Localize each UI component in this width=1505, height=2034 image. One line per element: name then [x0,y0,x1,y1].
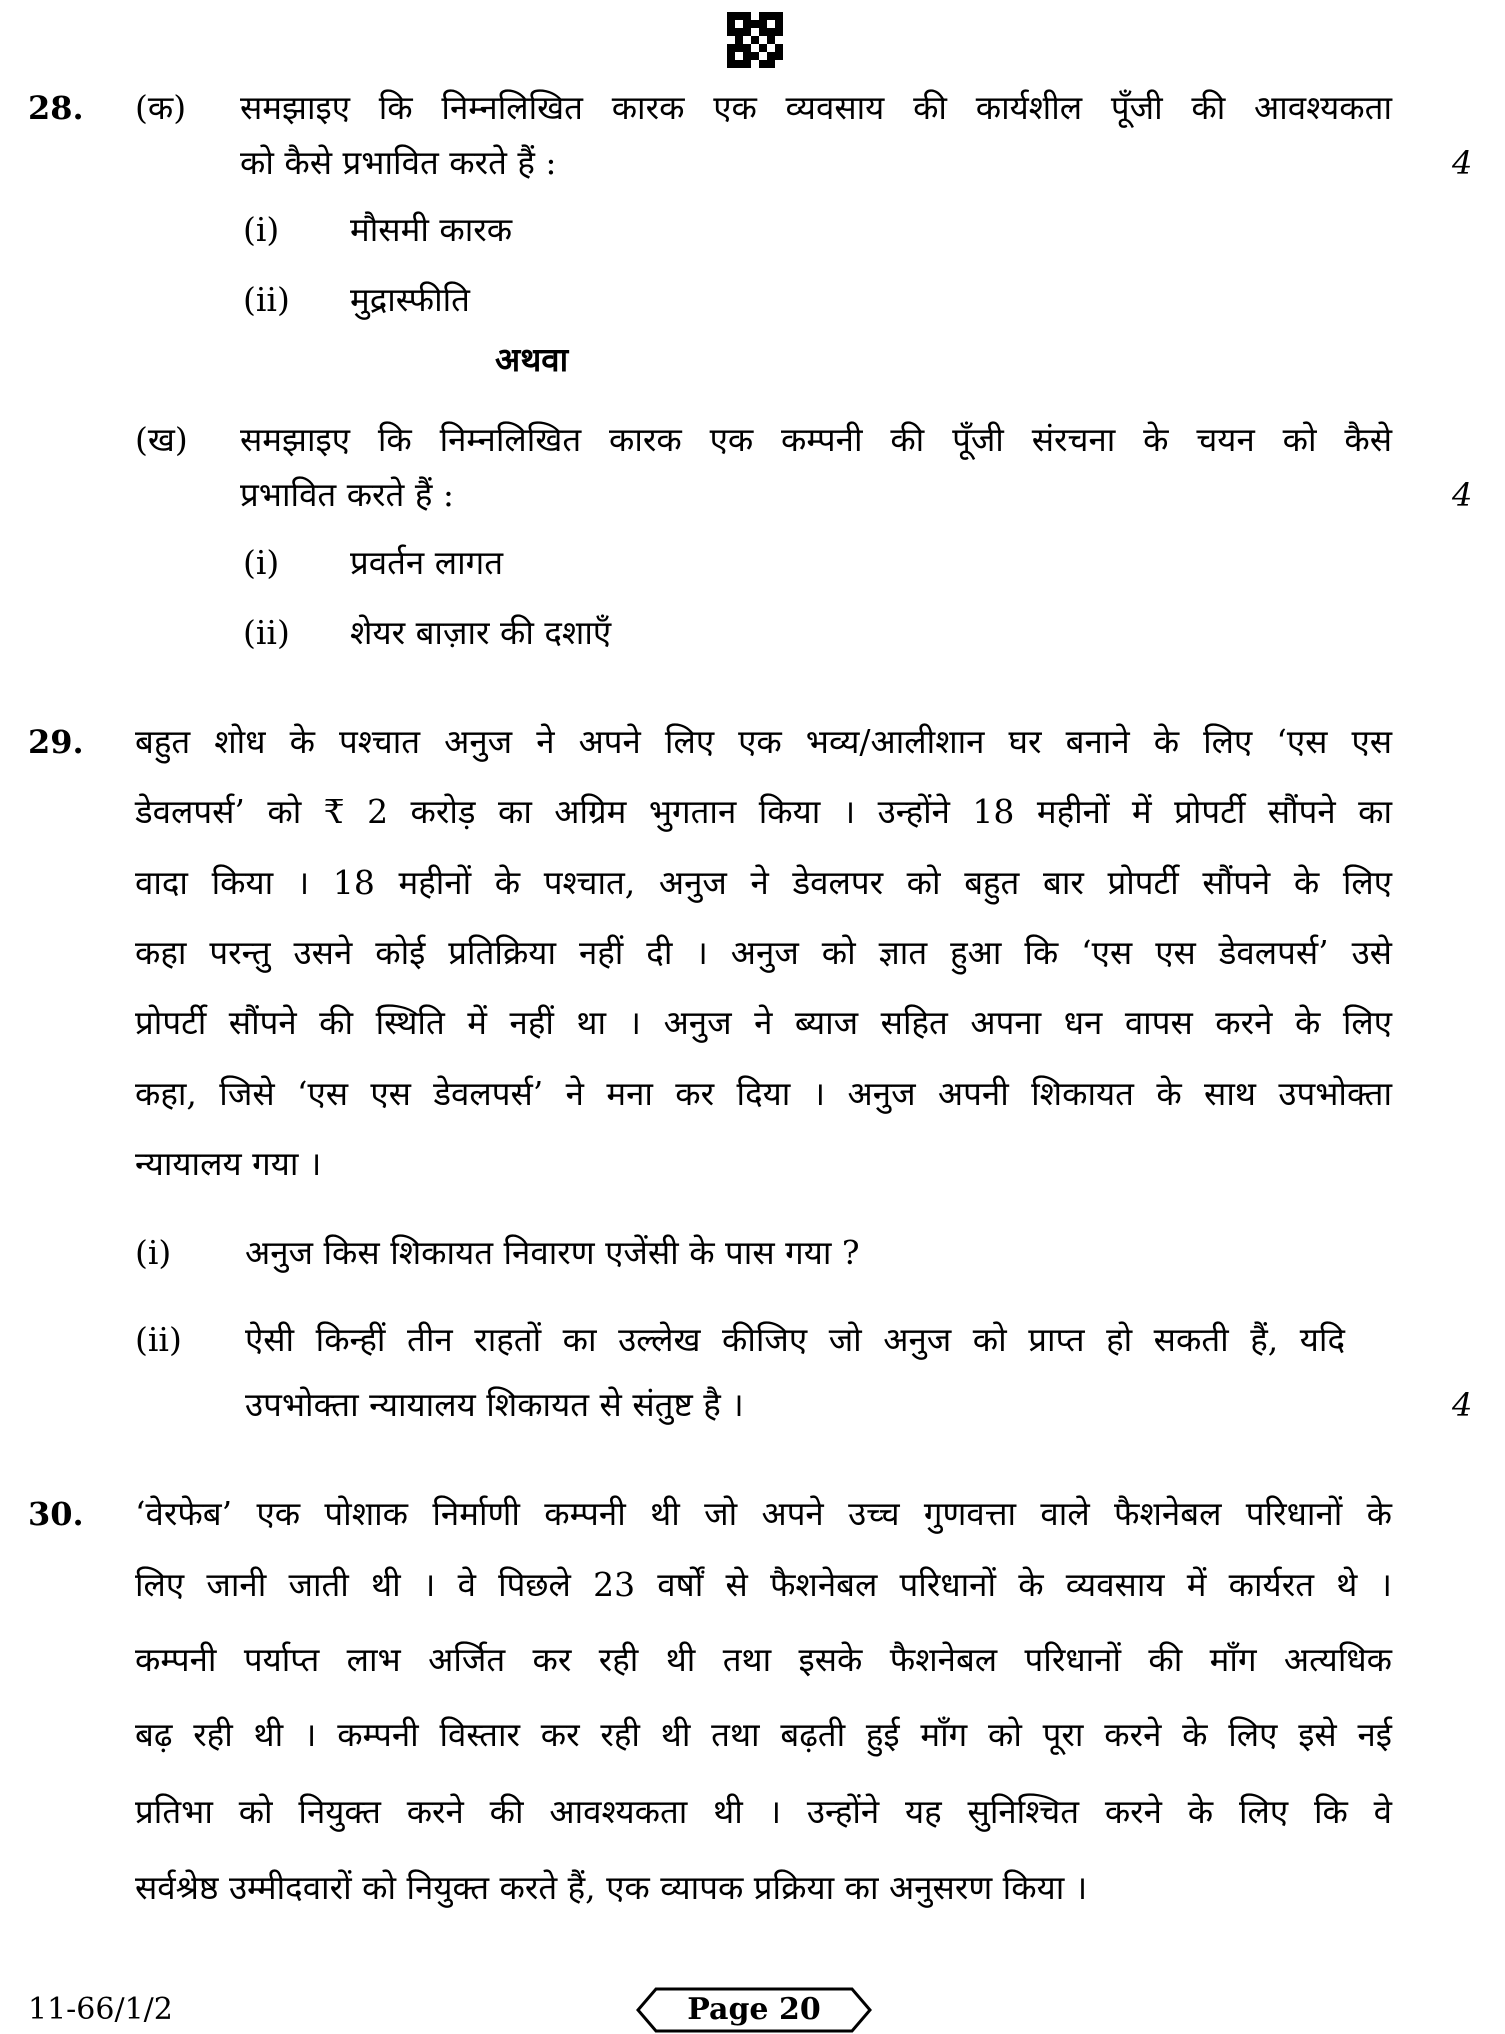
item-number: (ii) [243,613,290,652]
item-text: उपभोक्ता न्यायालय शिकायत से संतुष्ट है । [245,1385,744,1424]
question-number: 29. [28,723,84,761]
qr-code [727,12,783,68]
item-text: मुद्रास्फीति [350,280,470,319]
marks: 4 [1452,476,1473,514]
question-text-line: वादा किया । 18 महीनों के पश्चात, अनुज ने डेवलपर को बहुत बार प्रोपर्टी सौंपने के लिए [135,863,1392,902]
question-text-line: प्रोपर्टी सौंपने की स्थिति में नहीं था । अनुज ने ब्याज सहित अपना धन वापस करने के लिए [135,1003,1392,1042]
marks: 4 [1452,144,1473,182]
question-text-line: प्रतिभा को नियुक्त करने की आवश्यकता थी । उन्होंने यह सुनिश्चित करने के लिए कि वे [135,1792,1392,1831]
question-text-line: सर्वश्रेष्ठ उम्मीदवारों को नियुक्त करते हैं, एक व्यापक प्रक्रिया का अनुसरण किया । [135,1868,1088,1907]
item-text: मौसमी कारक [350,210,513,249]
part-label: (क) [135,88,187,127]
item-text: अनुज किस शिकायत निवारण एजेंसी के पास गया ? [245,1233,860,1272]
question-text-line: समझाइए कि निम्नलिखित कारक एक व्यवसाय की कार्यशील पूँजी की आवश्यकता [240,88,1392,127]
question-text-line: को कैसे प्रभावित करते हैं : [240,143,557,182]
question-text-line: समझाइए कि निम्नलिखित कारक एक कम्पनी की पूँजी संरचना के चयन को कैसे [240,420,1392,459]
item-number: (i) [243,543,280,582]
question-text-line: न्यायालय गया । [135,1144,322,1183]
question-text-line: प्रभावित करते हैं : [240,475,454,514]
page-number: Page 20 [687,1992,821,2027]
question-text-line: बढ़ रही थी । कम्पनी विस्तार कर रही थी तथा बढ़ती हुई माँग को पूरा करने के लिए इसे नई [135,1715,1392,1754]
question-text-line: कम्पनी पर्याप्त लाभ अर्जित कर रही थी तथा इसके फैशनेबल परिधानों की माँग अत्यधिक [135,1640,1392,1679]
item-number: (i) [135,1233,172,1272]
part-label: (ख) [135,420,188,459]
item-number: (i) [243,210,280,249]
question-text-line: डेवलपर्स’ को ₹ 2 करोड़ का अग्रिम भुगतान किया । उन्होंने 18 महीनों में प्रोपर्टी सौंपने का [135,792,1392,831]
question-text-line: बहुत शोध के पश्चात अनुज ने अपने लिए एक भव्य/आलीशान घर बनाने के लिए ‘एस एस [135,722,1392,761]
question-text-line: कहा, जिसे ‘एस एस डेवलपर्स’ ने मना कर दिया । अनुज अपनी शिकायत के साथ उपभोक्ता [135,1074,1392,1113]
item-text: शेयर बाज़ार की दशाएँ [350,613,612,652]
question-number: 30. [28,1495,84,1533]
item-number: (ii) [135,1320,182,1359]
question-text-line: ‘वेरफेब’ एक पोशाक निर्माणी कम्पनी थी जो अपने उच्च गुणवत्ता वाले फैशनेबल परिधानों के [135,1494,1392,1533]
question-text-line: कहा परन्तु उसने कोई प्रतिक्रिया नहीं दी । अनुज को ज्ञात हुआ कि ‘एस एस डेवलपर्स’ उसे [135,933,1392,972]
item-text: ऐसी किन्हीं तीन राहतों का उल्लेख कीजिए जो अनुज को प्राप्त हो सकती हैं, यदि [245,1320,1345,1359]
item-text: प्रवर्तन लागत [350,543,504,582]
question-number: 28. [28,89,84,127]
paper-code: 11-66/1/2 [28,1992,173,2027]
or-separator: अथवा [495,340,569,379]
item-number: (ii) [243,280,290,319]
marks: 4 [1452,1386,1473,1424]
question-text-line: लिए जानी जाती थी । वे पिछले 23 वर्षों से फैशनेबल परिधानों के व्यवसाय में कार्यरत थे । [135,1565,1392,1604]
